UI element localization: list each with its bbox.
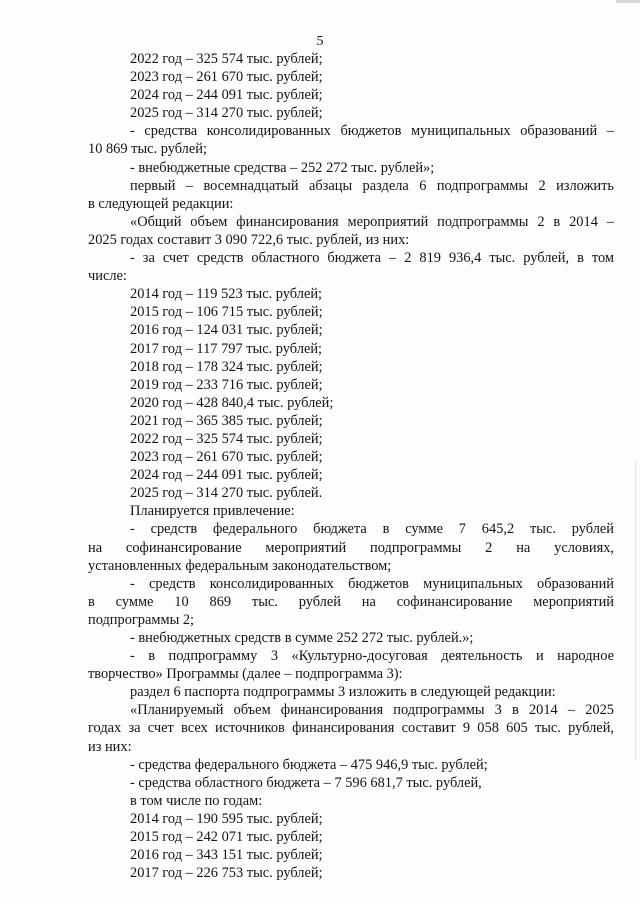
text-line: 2017 год – 117 797 тыс. рублей; bbox=[130, 340, 323, 357]
text-line: 2016 год – 343 151 тыс. рублей; bbox=[130, 847, 323, 864]
text-line: «Планируемый объем финансирования подпрограммы 3 в 2014 – 2025 bbox=[130, 702, 614, 719]
text-line: 2022 год – 325 574 тыс. рублей; bbox=[130, 430, 323, 447]
text-line: - средств федерального бюджета в сумме 7 645,2 тыс. рублей bbox=[130, 521, 614, 538]
text-line: 2025 год – 314 270 тыс. рублей. bbox=[130, 485, 323, 502]
text-line: подпрограммы 2; bbox=[88, 611, 195, 628]
text-line: - средств консолидированных бюджетов муниципальных образований bbox=[130, 575, 614, 592]
text-line: творчество» Программы (далее – подпрограмма 3): bbox=[88, 666, 403, 683]
text-line: «Общий объем финансирования мероприятий подпрограммы 2 в 2014 – bbox=[130, 213, 614, 230]
text-line: Планируется привлечение: bbox=[130, 503, 295, 520]
text-line: первый – восемнадцатый абзацы раздела 6 подпрограммы 2 изложить bbox=[130, 177, 614, 194]
text-line: 2015 год – 106 715 тыс. рублей; bbox=[130, 304, 323, 321]
text-line: раздел 6 паспорта подпрограммы 3 изложить в следующей редакции: bbox=[130, 684, 556, 701]
text-line: 2022 год – 325 574 тыс. рублей; bbox=[130, 51, 323, 67]
text-line: - средства федерального бюджета – 475 946,9 тыс. рублей; bbox=[130, 756, 488, 773]
scan-artifact bbox=[616, 0, 640, 3]
page-number: 5 bbox=[316, 34, 324, 49]
text-line: - внебюджетные средства – 252 272 тыс. рублей»; bbox=[130, 159, 435, 176]
scan-edge-artifact bbox=[635, 460, 636, 760]
text-line: 2024 год – 244 091 тыс. рублей; bbox=[130, 87, 323, 104]
text-line: - за счет средств областного бюджета – 2 819 936,4 тыс. рублей, в том bbox=[130, 250, 614, 267]
text-line: 2023 год – 261 670 тыс. рублей; bbox=[130, 449, 323, 466]
text-line: 2019 год – 233 716 тыс. рублей; bbox=[130, 376, 323, 393]
text-line: годах за счет всех источников финансирования составит 9 058 605 тыс. рублей, bbox=[88, 720, 614, 737]
text-line: 2024 год – 244 091 тыс. рублей; bbox=[130, 467, 323, 484]
document-body bbox=[88, 50, 614, 882]
text-line: из них: bbox=[88, 738, 132, 755]
text-line: 2014 год – 190 595 тыс. рублей; bbox=[130, 810, 323, 827]
text-line: 2025 год – 314 270 тыс. рублей; bbox=[130, 105, 323, 122]
text-line: в сумме 10 869 тыс. рублей на софинансирование мероприятий bbox=[88, 593, 614, 610]
text-line: 2014 год – 119 523 тыс. рублей; bbox=[130, 286, 323, 303]
text-line: - внебюджетных средств в сумме 252 272 тыс. рублей.»; bbox=[130, 630, 474, 646]
text-line: в следующей редакции: bbox=[88, 195, 234, 212]
text-line: 2018 год – 178 324 тыс. рублей; bbox=[130, 358, 323, 375]
text-line: на софинансирование мероприятий подпрограммы 2 на условиях, bbox=[88, 539, 614, 556]
text-line: 2025 годах составит 3 090 722,6 тыс. рублей, из них: bbox=[88, 231, 410, 248]
text-line: - средства консолидированных бюджетов муниципальных образований – bbox=[130, 123, 614, 140]
text-line: 2020 год – 428 840,4 тыс. рублей; bbox=[130, 394, 334, 411]
text-line: 10 869 тыс. рублей; bbox=[88, 141, 207, 158]
text-line: числе: bbox=[88, 268, 127, 285]
text-line: 2023 год – 261 670 тыс. рублей; bbox=[130, 69, 323, 86]
text-line: - средства областного бюджета – 7 596 681,7 тыс. рублей, bbox=[130, 774, 482, 791]
text-line: 2017 год – 226 753 тыс. рублей; bbox=[130, 865, 323, 882]
text-line: 2021 год – 365 385 тыс. рублей; bbox=[130, 412, 323, 429]
text-line: 2015 год – 242 071 тыс. рублей; bbox=[130, 829, 323, 846]
text-line: в том числе по годам: bbox=[130, 792, 263, 809]
text-line: - в подпрограмму 3 «Культурно-досуговая деятельность и народное bbox=[130, 648, 614, 665]
text-line: установленных федеральным законодательством; bbox=[88, 557, 392, 574]
text-line: 2016 год – 124 031 тыс. рублей; bbox=[130, 322, 323, 339]
